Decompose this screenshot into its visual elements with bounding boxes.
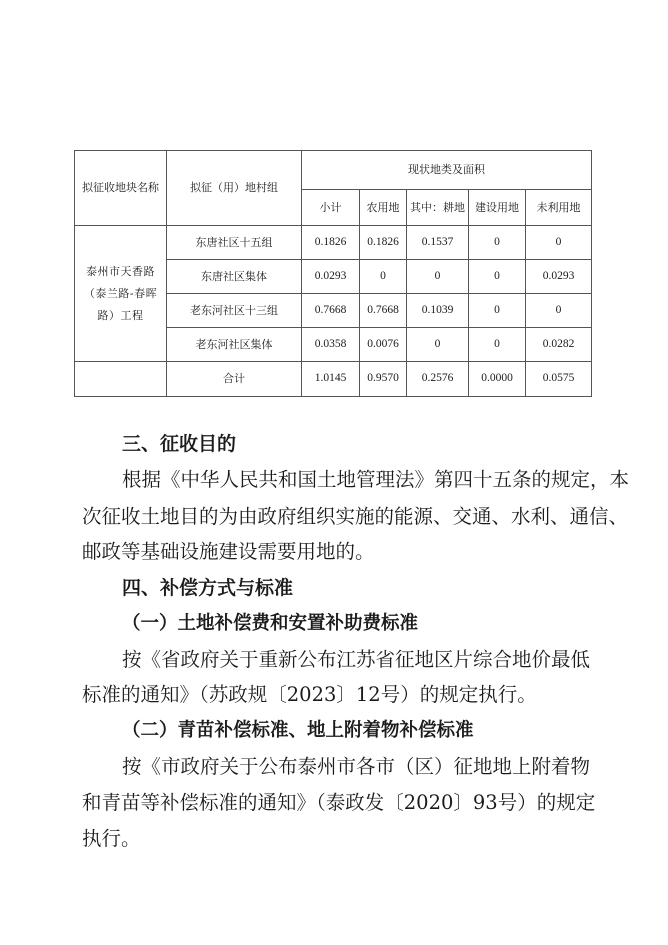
cell-subtotal: 0.0293 <box>302 260 360 294</box>
total-blank-cell <box>75 362 167 397</box>
header-construction: 建设用地 <box>469 190 526 226</box>
cell-subtotal: 0.0358 <box>302 328 360 362</box>
header-unused: 未利用地 <box>526 190 592 226</box>
crop-compensation-subheading: （二）青苗补偿标准、地上附着物补偿标准 <box>122 720 474 741</box>
cell-agricultural: 0 <box>360 260 407 294</box>
cell-unused: 0 <box>526 294 592 328</box>
header-village-group: 拟征（用）地村组 <box>167 151 302 226</box>
purpose-heading: 三、征收目的 <box>122 433 237 455</box>
cell-cultivated: 0 <box>407 328 469 362</box>
cell-unused: 0.0282 <box>526 328 592 362</box>
plot-name-line: （泰兰路-春晖 <box>83 286 158 300</box>
plot-name-cell <box>75 226 167 362</box>
cell-cultivated: 0.1537 <box>407 226 469 260</box>
land-compensation-subheading: （一）土地补偿费和安置补助费标准 <box>122 613 419 634</box>
cell-cultivated: 0 <box>407 260 469 294</box>
total-construction: 0.0000 <box>469 362 526 397</box>
header-agricultural: 农用地 <box>360 190 407 226</box>
crop-compensation-paragraph-line: 按《市政府关于公布泰州市各市（区）征地地上附着物 <box>122 755 591 778</box>
header-cultivated: 其中：耕地 <box>407 190 469 226</box>
cell-agricultural: 0.7668 <box>360 294 407 328</box>
crop-compensation-paragraph-line: 和青苗等补偿标准的通知》（泰政发〔2020〕93号）的规定 <box>82 791 596 814</box>
cell-subtotal: 0.1826 <box>302 226 360 260</box>
cell-group: 东唐社区集体 <box>167 260 302 294</box>
crop-compensation-paragraph-line: 执行。 <box>82 827 141 850</box>
total-agricultural: 0.9570 <box>360 362 407 397</box>
cell-construction: 0 <box>469 226 526 260</box>
total-unused: 0.0575 <box>526 362 592 397</box>
cell-group: 东唐社区十五组 <box>167 226 302 260</box>
plot-name-line: 路）工程 <box>97 309 144 323</box>
cell-agricultural: 0.1826 <box>360 226 407 260</box>
compensation-heading: 四、补偿方式与标准 <box>122 577 294 599</box>
table-total-row <box>75 362 592 397</box>
table-row <box>75 226 592 260</box>
header-plot-name: 拟征收地块名称 <box>75 151 167 226</box>
land-acquisition-table <box>74 150 592 397</box>
cell-subtotal: 0.7668 <box>302 294 360 328</box>
cell-unused: 0.0293 <box>526 260 592 294</box>
purpose-paragraph-line: 次征收土地目的为由政府组织实施的能源、交通、水利、通信、 <box>82 505 629 528</box>
cell-construction: 0 <box>469 260 526 294</box>
cell-construction: 0 <box>469 294 526 328</box>
table-header-row <box>75 151 592 190</box>
header-subtotal: 小计 <box>302 190 360 226</box>
purpose-paragraph-line: 根据《中华人民共和国土地管理法》第四十五条的规定，本 <box>122 468 630 491</box>
total-label: 合计 <box>167 362 302 397</box>
total-subtotal: 1.0145 <box>302 362 360 397</box>
land-compensation-paragraph-line: 按《省政府关于重新公布江苏省征地区片综合地价最低 <box>122 648 591 671</box>
cell-group: 老东河社区集体 <box>167 328 302 362</box>
total-cultivated: 0.2576 <box>407 362 469 397</box>
cell-construction: 0 <box>469 328 526 362</box>
plot-name-line: 泰州市天香路 <box>86 264 155 278</box>
header-land-type-area: 现状地类及面积 <box>302 151 592 190</box>
cell-unused: 0 <box>526 226 592 260</box>
cell-cultivated: 0.1039 <box>407 294 469 328</box>
purpose-paragraph-line: 邮政等基础设施建设需要用地的。 <box>82 540 375 563</box>
land-compensation-paragraph-line: 标准的通知》（苏政规〔2023〕12号）的规定执行。 <box>82 683 537 706</box>
cell-agricultural: 0.0076 <box>360 328 407 362</box>
cell-group: 老东河社区十三组 <box>167 294 302 328</box>
